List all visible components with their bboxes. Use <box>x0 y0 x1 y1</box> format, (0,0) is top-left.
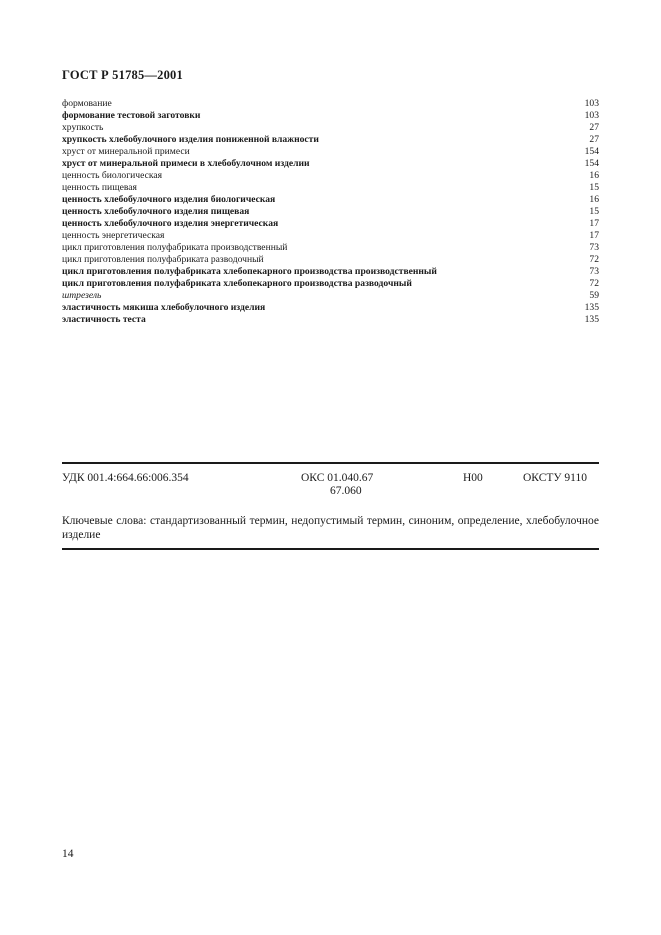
index-page-number: 15 <box>589 206 599 217</box>
oks-code <box>301 472 373 498</box>
oks-code-line1: ОКС 01.040.67 <box>301 472 374 484</box>
index-page-number: 103 <box>584 98 599 109</box>
index-page-number: 27 <box>589 122 599 133</box>
index-entry <box>62 230 599 242</box>
oks-code-line2: 67.060 <box>330 485 362 497</box>
index-entry <box>62 182 599 194</box>
index-entry <box>62 194 599 206</box>
page-number: 14 <box>62 848 74 860</box>
index-page-number: 154 <box>584 158 599 169</box>
udk-code: УДК 001.4:664.66:006.354 <box>62 472 189 484</box>
index-term: хрупкость хлебобулочного изделия пониженной влажности <box>62 134 319 145</box>
index-entry <box>62 134 599 146</box>
index-term: ценность биологическая <box>62 170 163 181</box>
index-entry <box>62 98 599 110</box>
index-page-number: 17 <box>589 218 599 229</box>
index-term: ценность пищевая <box>62 182 137 193</box>
index-entry <box>62 218 599 230</box>
index-term: формование <box>62 98 112 109</box>
index-entry <box>62 206 599 218</box>
index-page-number: 72 <box>589 278 599 289</box>
index-page-number: 15 <box>589 182 599 193</box>
bottom-divider <box>62 548 599 550</box>
index-term: ценность хлебобулочного изделия биологическая <box>62 194 276 205</box>
index-page-number: 17 <box>589 230 599 241</box>
index-term: цикл приготовления полуфабриката хлебопекарного производства разводочный <box>62 278 412 289</box>
index-entry <box>62 158 599 170</box>
index-entry <box>62 254 599 266</box>
index-entry <box>62 146 599 158</box>
index-entry <box>62 290 599 302</box>
index-page-number: 103 <box>584 110 599 121</box>
index-term: формование тестовой заготовки <box>62 110 201 121</box>
document-header: ГОСТ Р 51785—2001 <box>62 68 183 82</box>
index-term: цикл приготовления полуфабриката производственный <box>62 242 288 253</box>
okstu-code: ОКСТУ 9110 <box>523 472 587 484</box>
top-divider <box>62 462 599 464</box>
index-page-number: 73 <box>589 266 599 277</box>
index-page-number: 154 <box>584 146 599 157</box>
index-page-number: 59 <box>589 290 599 301</box>
index-term: ценность хлебобулочного изделия пищевая <box>62 206 250 217</box>
index-term: эластичность мякиша хлебобулочного изделия <box>62 302 266 313</box>
index-term: штрезель <box>62 290 102 301</box>
index-page-number: 72 <box>589 254 599 265</box>
index-term: цикл приготовления полуфабриката разводочный <box>62 254 264 265</box>
keywords-text: Ключевые слова: стандартизованный термин, недопустимый термин, синоним, определение, хлебобулочное изделие <box>62 515 599 541</box>
index-term: хруст от минеральной примеси <box>62 146 190 157</box>
index-term: ценность хлебобулочного изделия энергетическая <box>62 218 279 229</box>
index-entry <box>62 278 599 290</box>
index-entry <box>62 110 599 122</box>
term-index-list <box>62 98 599 326</box>
index-entry <box>62 242 599 254</box>
index-entry <box>62 266 599 278</box>
index-page-number: 135 <box>584 302 599 313</box>
index-entry <box>62 314 599 326</box>
index-page-number: 16 <box>589 170 599 181</box>
index-term: хруст от минеральной примеси в хлебобулочном изделии <box>62 158 310 169</box>
index-page-number: 16 <box>589 194 599 205</box>
index-term: хрупкость <box>62 122 104 133</box>
index-entry <box>62 170 599 182</box>
index-term: ценность энергетическая <box>62 230 165 241</box>
index-page-number: 73 <box>589 242 599 253</box>
h00-code: Н00 <box>463 472 483 484</box>
index-entry <box>62 122 599 134</box>
index-term: цикл приготовления полуфабриката хлебопекарного производства производственный <box>62 266 437 277</box>
index-page-number: 135 <box>584 314 599 325</box>
index-page-number: 27 <box>589 134 599 145</box>
index-term: эластичность теста <box>62 314 146 325</box>
index-entry <box>62 302 599 314</box>
